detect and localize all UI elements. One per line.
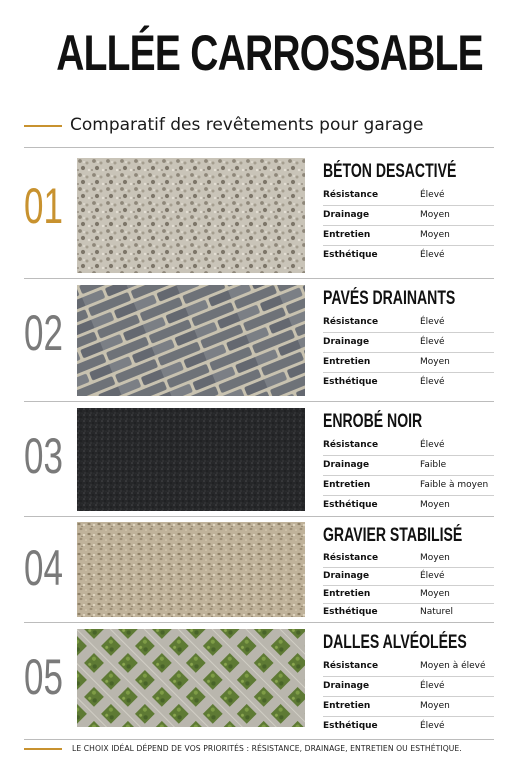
- property-value: Faible à moyen: [420, 480, 489, 490]
- property-label: Résistance: [323, 440, 379, 450]
- concrete-texture-icon: [77, 158, 305, 273]
- property-label: Résistance: [323, 661, 379, 671]
- property-esthetique: [323, 246, 494, 265]
- material-row-4: [24, 522, 494, 617]
- row-divider: [24, 516, 494, 517]
- property-label: Drainage: [323, 681, 370, 691]
- material-info: [323, 285, 494, 392]
- material-name: DALLES ALVÉOLÉES: [323, 632, 467, 653]
- page-title: ALLÉE CARROSSABLE: [56, 25, 483, 81]
- property-value: Élevé: [420, 721, 445, 731]
- property-value: Élevé: [420, 377, 445, 387]
- property-value: Élevé: [420, 571, 445, 581]
- property-value: Élevé: [420, 250, 445, 260]
- header-divider: [24, 147, 494, 148]
- property-resistance: [323, 186, 494, 206]
- material-number: 04: [24, 540, 63, 596]
- property-value: Moyen à élevé: [420, 661, 486, 671]
- subtitle-row: [24, 112, 494, 140]
- property-label: Drainage: [323, 460, 370, 470]
- property-esthetique: [323, 496, 494, 515]
- page-subtitle: Comparatif des revêtements pour garage: [70, 115, 424, 135]
- property-value: Moyen: [420, 701, 450, 711]
- property-label: Esthétique: [323, 377, 378, 387]
- material-name: PAVÉS DRAINANTS: [323, 288, 456, 309]
- material-info: [323, 522, 494, 621]
- row-divider: [24, 401, 494, 402]
- property-label: Entretien: [323, 589, 371, 599]
- property-value: Moyen: [420, 230, 450, 240]
- property-resistance: [323, 550, 494, 568]
- property-value: Moyen: [420, 589, 450, 599]
- property-label: Entretien: [323, 480, 371, 490]
- property-label: Drainage: [323, 571, 370, 581]
- material-name: GRAVIER STABILISÉ: [323, 525, 463, 546]
- paver-texture-icon: [77, 285, 305, 396]
- footer-divider: [24, 739, 494, 740]
- material-image-asphalt: [77, 408, 305, 511]
- property-entretien: [323, 226, 494, 246]
- property-label: Esthétique: [323, 607, 378, 617]
- gravel-texture-icon: [77, 522, 305, 617]
- material-info: [323, 408, 494, 515]
- property-resistance: [323, 436, 494, 456]
- material-info: [323, 158, 494, 265]
- property-drainage: [323, 206, 494, 226]
- property-drainage: [323, 677, 494, 697]
- grass-paver-texture-icon: [77, 629, 305, 727]
- property-value: Moyen: [420, 210, 450, 220]
- material-info: [323, 629, 494, 736]
- material-row-1: [24, 158, 494, 273]
- property-resistance: [323, 657, 494, 677]
- property-label: Esthétique: [323, 250, 378, 260]
- material-image-pavers: [77, 285, 305, 396]
- accent-line: [24, 125, 62, 127]
- footnote: LE CHOIX IDÉAL DÉPEND DE VOS PRIORITÉS : RÉSISTANCE, DRAINAGE, ENTRETIEN OU ESTHÉTIQUE.: [72, 744, 462, 753]
- property-esthetique: [323, 604, 494, 621]
- footer-accent-line: [24, 748, 62, 750]
- material-name: ENROBÉ NOIR: [323, 411, 423, 432]
- property-label: Entretien: [323, 230, 371, 240]
- property-value: Moyen: [420, 500, 450, 510]
- property-label: Entretien: [323, 701, 371, 711]
- material-row-3: [24, 408, 494, 511]
- material-row-2: [24, 285, 494, 396]
- material-name: BÉTON DESACTIVÉ: [323, 161, 457, 182]
- property-value: Élevé: [420, 681, 445, 691]
- property-entretien: [323, 697, 494, 717]
- material-number: 03: [24, 428, 63, 484]
- property-label: Résistance: [323, 553, 379, 563]
- property-label: Résistance: [323, 190, 379, 200]
- property-drainage: [323, 568, 494, 586]
- property-value: Élevé: [420, 317, 445, 327]
- property-value: Moyen: [420, 357, 450, 367]
- property-entretien: [323, 586, 494, 604]
- asphalt-texture-icon: [77, 408, 305, 511]
- property-entretien: [323, 476, 494, 496]
- material-image-exposed-concrete: [77, 158, 305, 273]
- material-number: 05: [24, 649, 63, 705]
- property-entretien: [323, 353, 494, 373]
- property-label: Drainage: [323, 337, 370, 347]
- material-number: 01: [24, 178, 63, 234]
- property-value: Faible: [420, 460, 447, 470]
- property-value: Naturel: [420, 607, 454, 617]
- property-label: Entretien: [323, 357, 371, 367]
- material-image-grass-pavers: [77, 629, 305, 727]
- row-divider: [24, 278, 494, 279]
- property-value: Élevé: [420, 337, 445, 347]
- property-esthetique: [323, 373, 494, 392]
- material-row-5: [24, 629, 494, 731]
- property-drainage: [323, 456, 494, 476]
- material-image-gravel: [77, 522, 305, 617]
- property-resistance: [323, 313, 494, 333]
- material-number: 02: [24, 305, 63, 361]
- property-value: Moyen: [420, 553, 450, 563]
- property-label: Résistance: [323, 317, 379, 327]
- property-label: Esthétique: [323, 500, 378, 510]
- property-label: Drainage: [323, 210, 370, 220]
- property-drainage: [323, 333, 494, 353]
- property-value: Élevé: [420, 440, 445, 450]
- property-value: Élevé: [420, 190, 445, 200]
- property-esthetique: [323, 717, 494, 736]
- row-divider: [24, 622, 494, 623]
- property-label: Esthétique: [323, 721, 378, 731]
